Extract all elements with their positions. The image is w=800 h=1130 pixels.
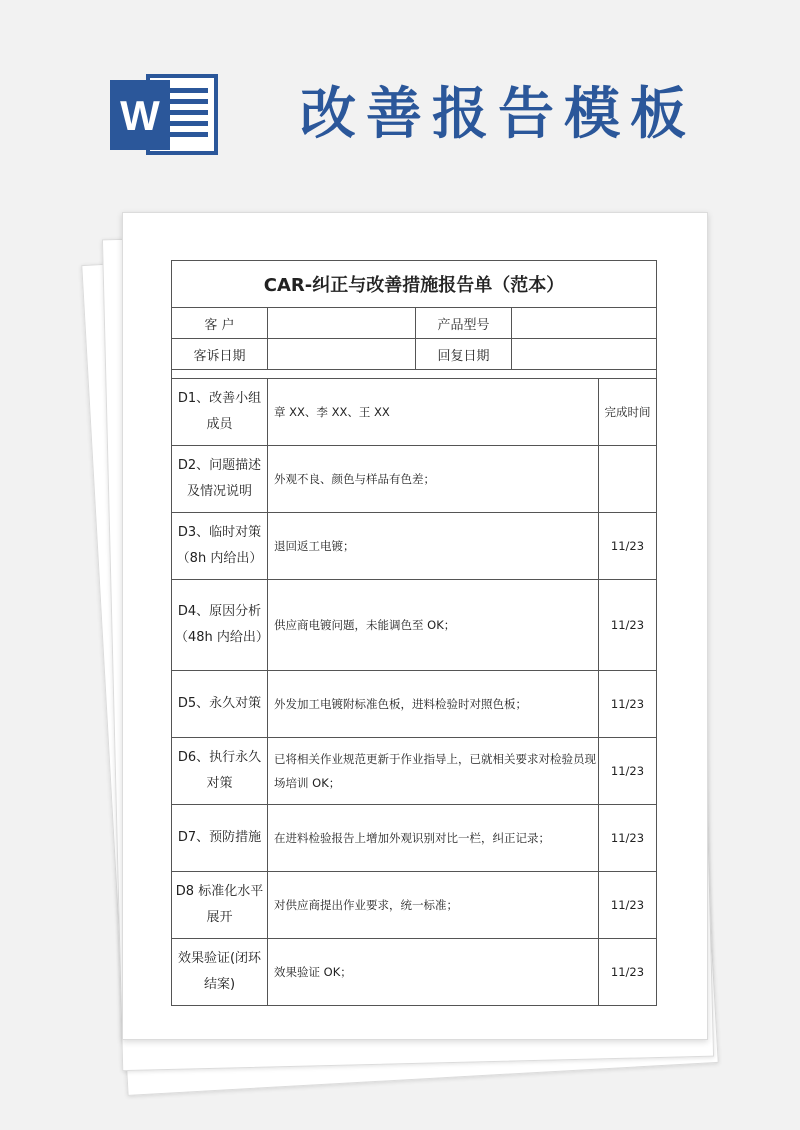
step-label-d4: D4、原因分析（48h 内给出） (172, 580, 268, 671)
step-label-d1: D1、改善小组成员 (172, 379, 268, 446)
step-label-verification: 效果验证(闭环结案) (172, 939, 268, 1006)
step-label-d3: D3、临时对策（8h 内给出） (172, 513, 268, 580)
step-date-d7[interactable]: 11/23 (599, 805, 657, 872)
step-date-d6[interactable]: 11/23 (599, 738, 657, 805)
step-label-d8: D8 标准化水平展开 (172, 872, 268, 939)
step-content-d7[interactable]: 在进料检验报告上增加外观识别对比一栏，纠正记录； (268, 805, 599, 872)
step-content-d5[interactable]: 外发加工电镀附标准色板，进料检验时对照色板； (268, 671, 599, 738)
reply-date-field[interactable] (512, 339, 657, 370)
customer-label: 客 户 (172, 308, 268, 339)
step-label-d6: D6、执行永久对策 (172, 738, 268, 805)
step-date-d3[interactable]: 11/23 (599, 513, 657, 580)
form-title: CAR-纠正与改善措施报告单（范本） (172, 261, 657, 308)
step-date-d8[interactable]: 11/23 (599, 872, 657, 939)
step-label-d7: D7、预防措施 (172, 805, 268, 872)
complaint-date-field[interactable] (268, 339, 416, 370)
word-document-icon (110, 72, 220, 157)
section-divider (172, 370, 657, 379)
complaint-date-label: 客诉日期 (172, 339, 268, 370)
completion-time-header: 完成时间 (599, 379, 657, 446)
car-report-form (171, 260, 657, 1006)
product-model-field[interactable] (512, 308, 657, 339)
step-label-d2: D2、问题描述及情况说明 (172, 446, 268, 513)
reply-date-label: 回复日期 (416, 339, 512, 370)
step-content-d2[interactable]: 外观不良、颜色与样品有色差； (268, 446, 599, 513)
step-content-d3[interactable]: 退回返工电镀； (268, 513, 599, 580)
step-date-verification[interactable]: 11/23 (599, 939, 657, 1006)
product-model-label: 产品型号 (416, 308, 512, 339)
word-icon-letter: W (120, 92, 160, 139)
step-label-d5: D5、永久对策 (172, 671, 268, 738)
step-date-d2[interactable] (599, 446, 657, 513)
step-content-d4[interactable]: 供应商电镀问题，未能调色至 OK； (268, 580, 599, 671)
step-date-d5[interactable]: 11/23 (599, 671, 657, 738)
step-content-d8[interactable]: 对供应商提出作业要求，统一标准； (268, 872, 599, 939)
page-title: 改善报告模板 (300, 82, 696, 147)
step-content-d1[interactable]: 章 XX、李 XX、王 XX (268, 379, 599, 446)
step-content-verification[interactable]: 效果验证 OK； (268, 939, 599, 1006)
customer-field[interactable] (268, 308, 416, 339)
step-content-d6[interactable]: 已将相关作业规范更新于作业指导上，已就相关要求对检验员现场培训 OK； (268, 738, 599, 805)
step-date-d4[interactable]: 11/23 (599, 580, 657, 671)
